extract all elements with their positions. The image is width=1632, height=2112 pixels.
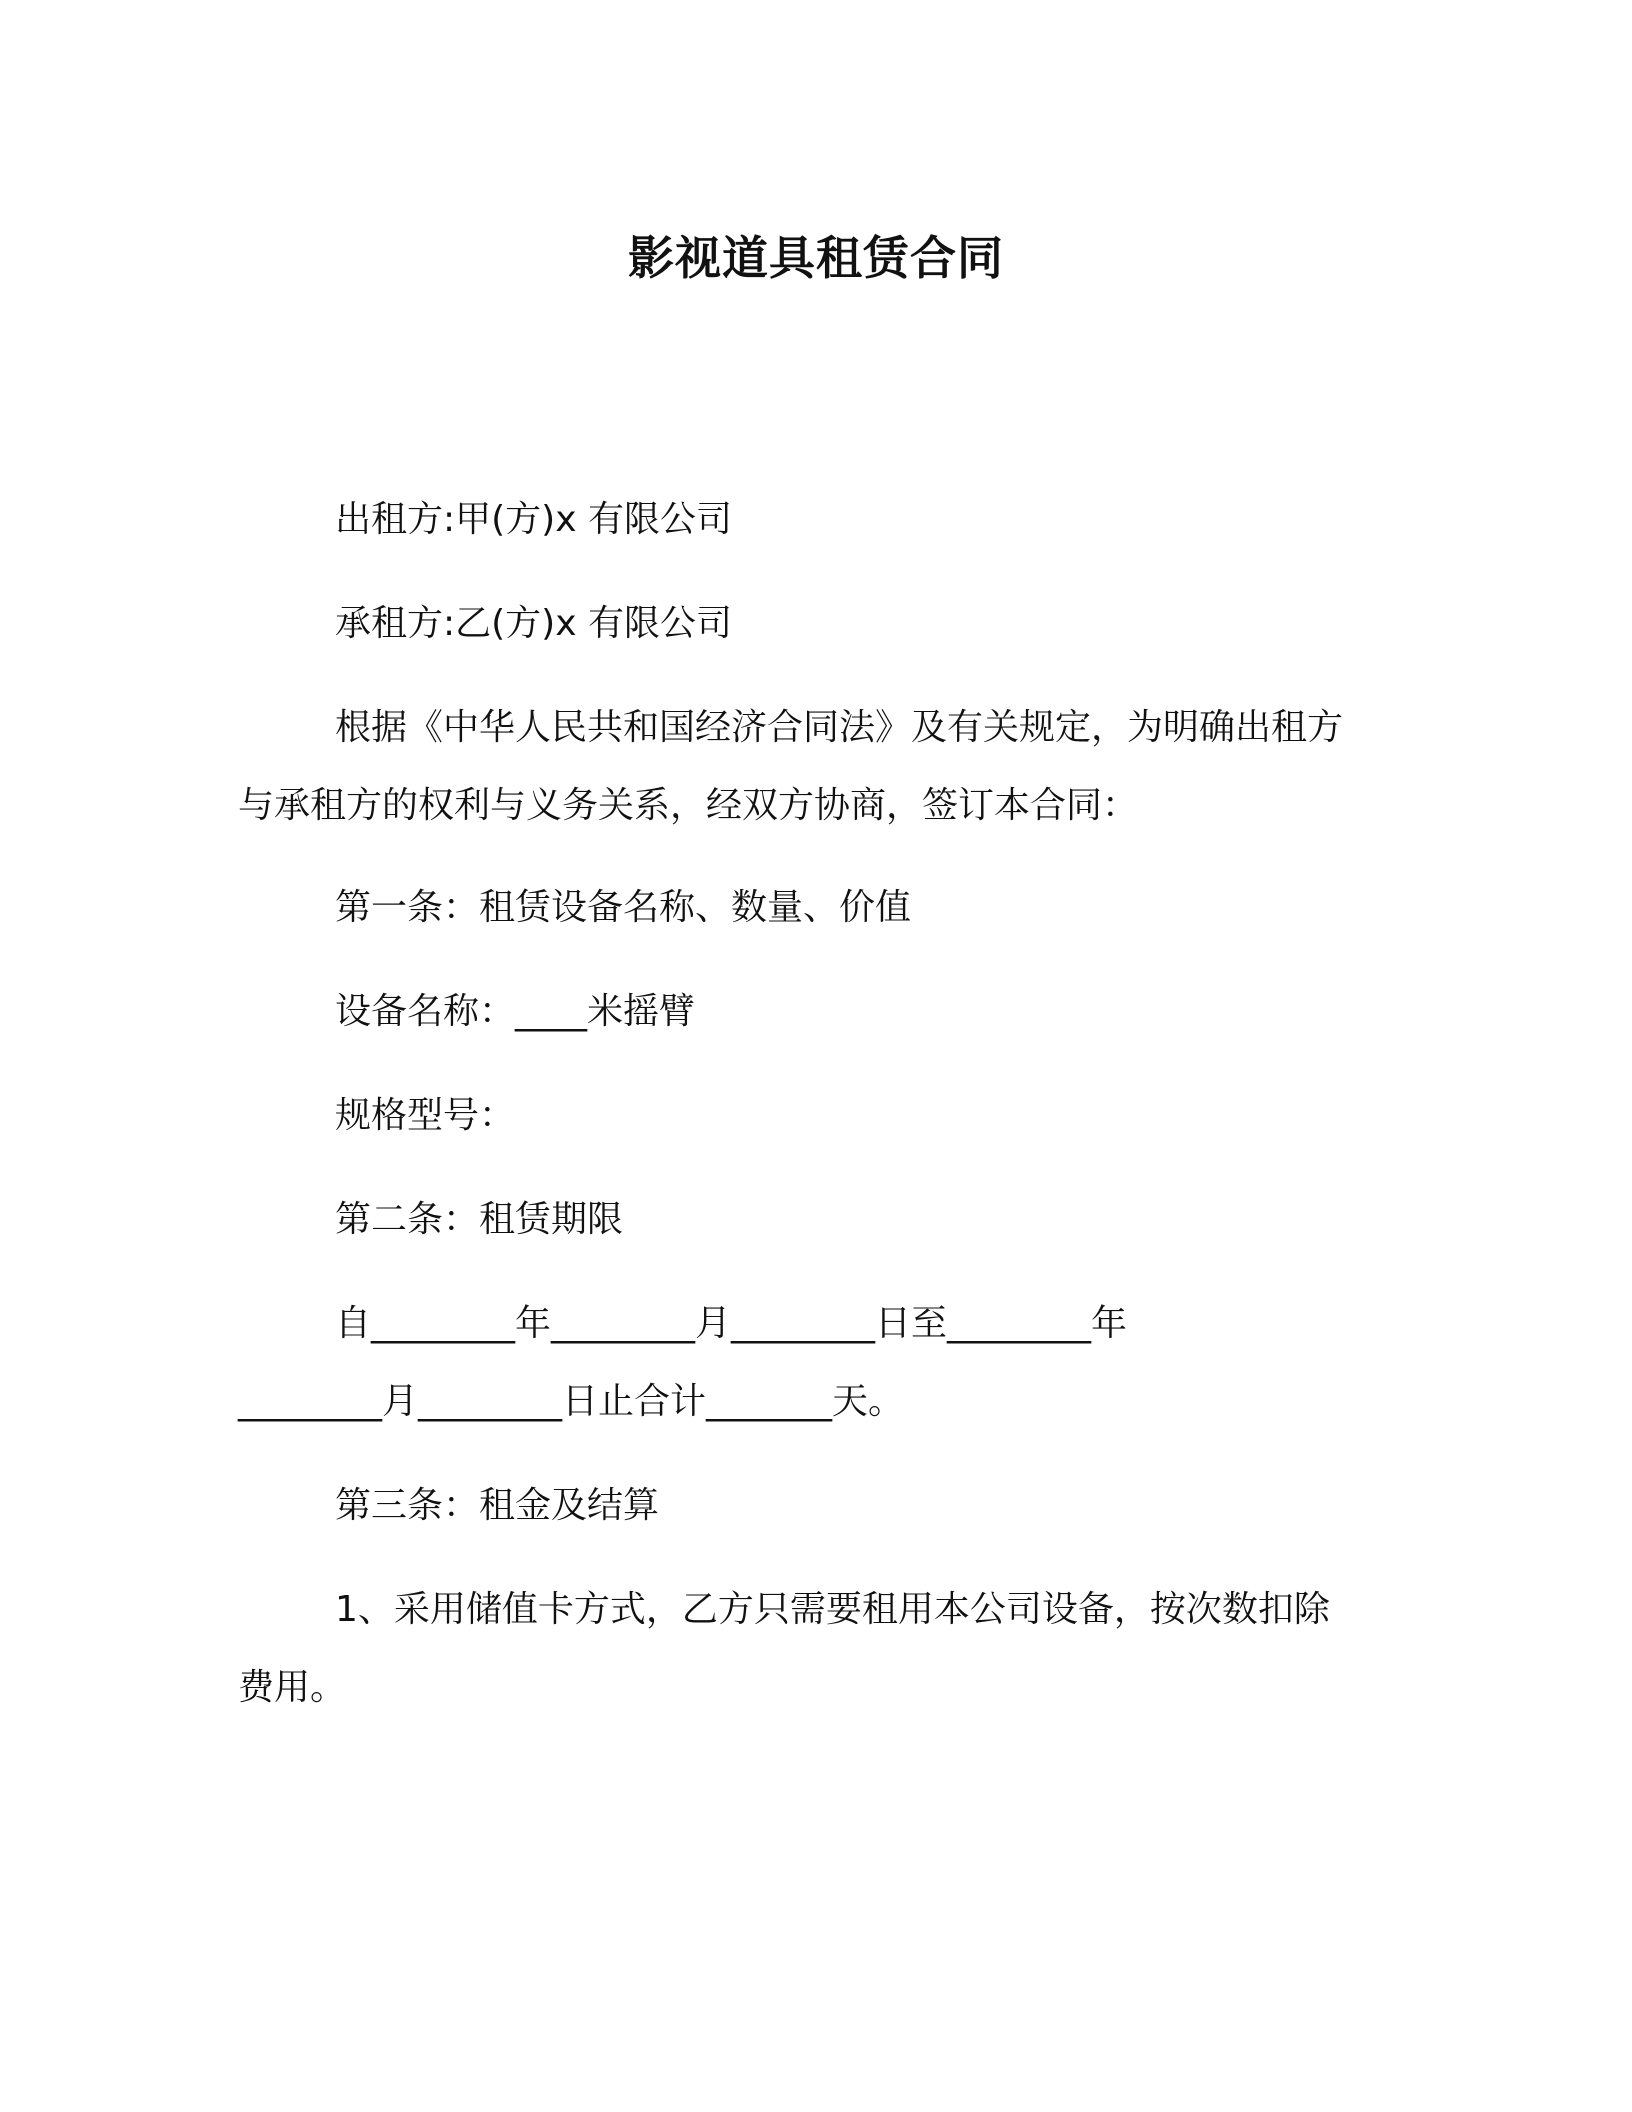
article-1-heading: 第一条：租赁设备名称、数量、价值 [335,887,912,928]
period-line-2: ________月________日止合计_______天。 [238,1381,905,1422]
payment-line-2: 费用。 [238,1667,347,1708]
article-2-heading: 第二条：租赁期限 [335,1199,624,1240]
article-3-heading: 第三条：租金及结算 [335,1485,660,1526]
document-title: 影视道具租赁合同 [628,231,1004,285]
preamble-line-1: 根据《中华人民共和国经济合同法》及有关规定，为明确出租方 [335,707,1344,748]
payment-line-1: 1、采用储值卡方式，乙方只需要租用本公司设备，按次数扣除 [335,1589,1330,1630]
period-line-1: 自________年________月________日至________年 [335,1303,1127,1344]
spec-model-line: 规格型号： [335,1095,516,1136]
lessee-line: 承租方:乙(方)x 有限公司 [335,603,732,644]
preamble-line-2: 与承租方的权利与义务关系，经双方协商，签订本合同： [238,785,1139,826]
lessor-line: 出租方:甲(方)x 有限公司 [335,499,732,540]
equipment-name-line: 设备名称：____米摇臂 [335,991,696,1032]
